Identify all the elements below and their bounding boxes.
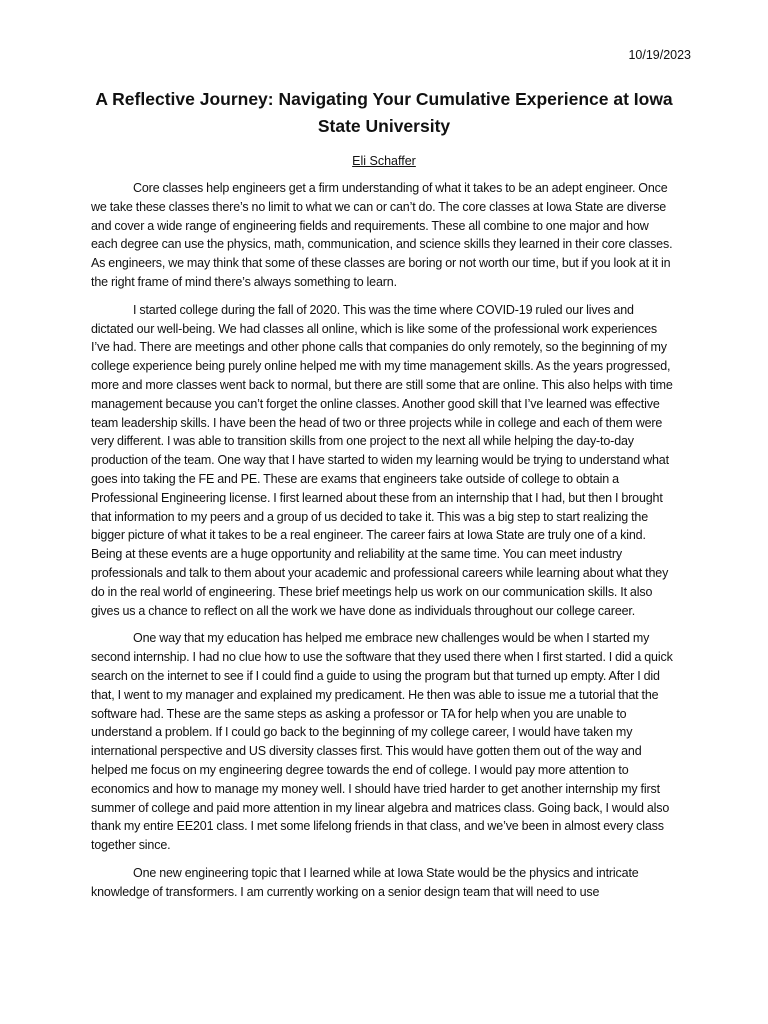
body-paragraph: I started college during the fall of 2020. This was the time where COVID-19 ruled our lives and dictated our well-being. We had classes all online, which is like some of the professional work experiences I’ve had. There are meetings and other phone calls that companies do only remotely, so the beginning of my college experience being purely online helped me with my time management skills. As the years progressed, more and more classes went back to normal, but there are still some that are online. This also helps with time management because you can’t forget the online classes. Another good skill that I’ve learned was effective team leadership skills. I have been the head of two or three projects while in college and each of them were very different. I was able to transition skills from one project to the next all while helping the day-to-day production of the team. One way that I have started to widen my learning would be trying to understand what goes into taking the FE and PE. These are exams that engineers take outside of college to obtain a Professional Engineering license. I first learned about these from an internship that I had, but then I brought that information to my peers and a group of us decided to take it. This was a big step to start realizing the bigger picture of what it takes to be a real engineer. The career fairs at Iowa State are truly one of a kind. Being at these events are a huge opportunity and reliability at the same time. You can meet industry professionals and talk to them about your academic and professional careers while learning about what they do in the real world of engineering. These brief meetings help us work on our communication skills. It also gives us a chance to reflect on all the work we have done as individuals throughout our college career.	[91, 302, 673, 618]
author-name: Eli Schaffer	[352, 154, 416, 168]
body-paragraph: One new engineering topic that I learned while at Iowa State would be the physics and intricate knowledge of transformers. I am currently working on a senior design team that will need to use	[91, 865, 639, 899]
document-date: 10/19/2023	[628, 48, 691, 62]
document-title: A Reflective Journey: Navigating Your Cumulative Experience at Iowa State University	[95, 89, 673, 136]
body-paragraph: One way that my education has helped me embrace new challenges would be when I started my second internship. I had no clue how to use the software that they used there when I first started. I did a quick search on the internet to see if I could find a guide to using the program but that turned up empty. After I did that, I went to my manager and explained my predicament. He then was able to issue me a tutorial that the software had. These are the same steps as asking a professor or TA for help when you are unable to understand a problem. If I could go back to the beginning of my college career, I would have taken my international perspective and US diversity classes first. This would have gotten them out of the way and helped me focus on my engineering degree towards the end of college. I would pay more attention to economics and how to manage my money well. I should have tried harder to get another internship my first summer of college and paid more attention in my linear algebra and matrices class. Going back, I would also thank my entire EE201 class. I met some lifelong friends in that class, and we’ve been in almost every class together since.	[91, 631, 673, 853]
body-paragraph: Core classes help engineers get a firm understanding of what it takes to be an adept engineer. Once we take these classes there’s no limit to what we can or can’t do. The core classes at Iowa State are diverse and cover a wide range of engineering fields and requirements. These all combine to one major and how each degree can use the physics, math, communication, and science skills they learned in their core classes. As engineers, we may think that some of these classes are boring or not worth our time, but if you look at it in the right frame of mind there’s always something to learn.	[91, 181, 673, 289]
author-line	[91, 152, 677, 170]
